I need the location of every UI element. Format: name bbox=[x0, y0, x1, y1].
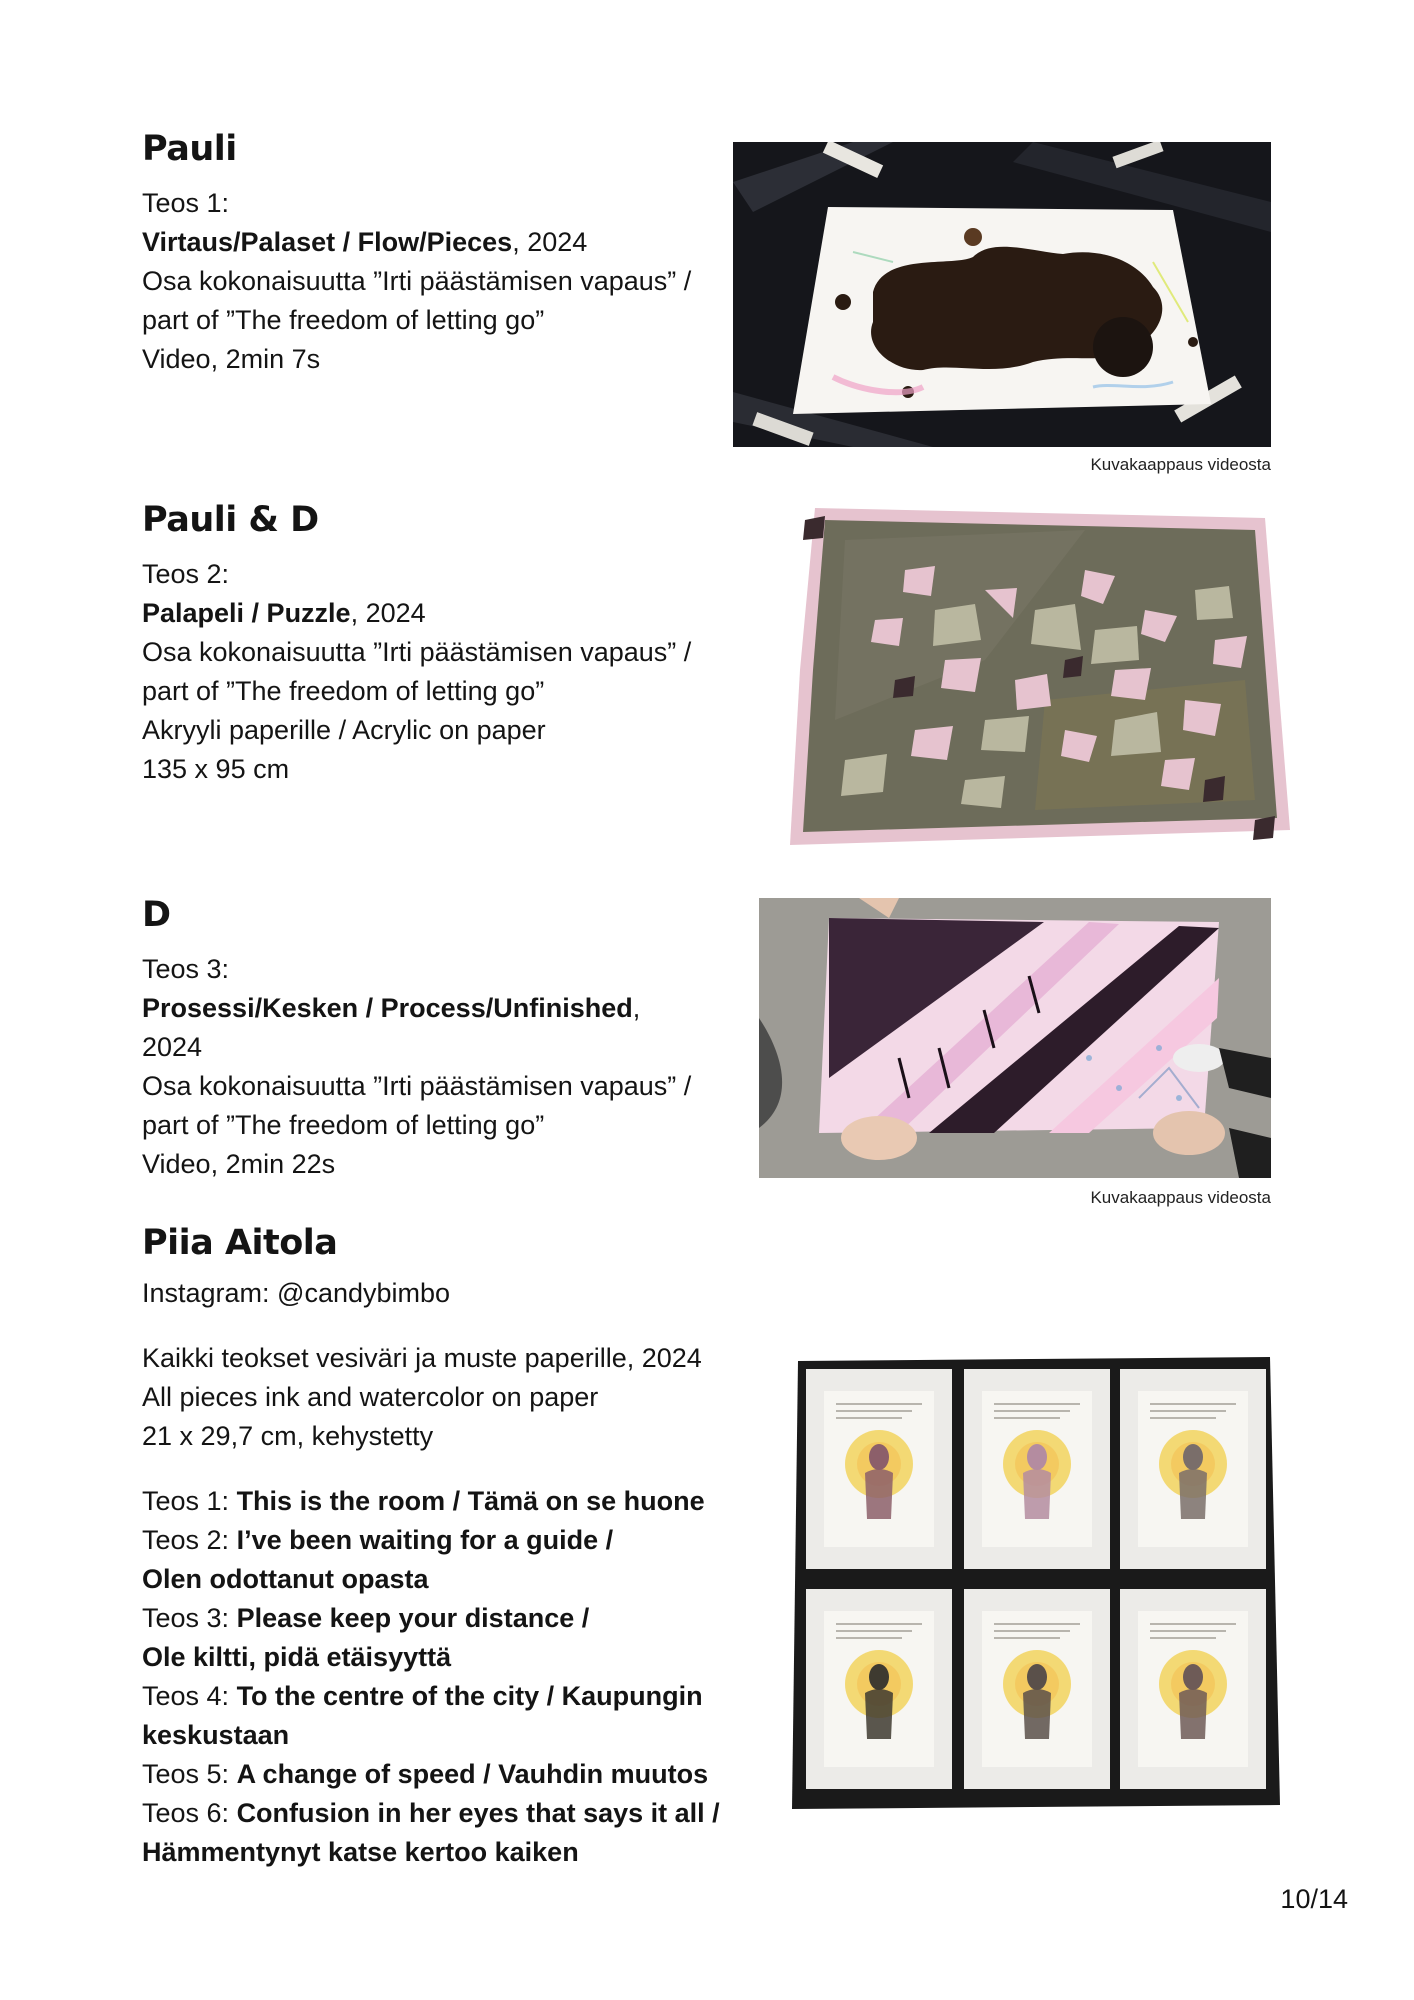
series-english: part of ”The freedom of letting go” bbox=[142, 676, 545, 706]
artwork-entry-d bbox=[142, 894, 691, 1184]
intro-finnish: Kaikki teokset vesiväri ja muste paperille, 2024 bbox=[142, 1343, 702, 1373]
work-title-line bbox=[142, 223, 691, 262]
work-medium: Akryyli paperille / Acrylic on paper bbox=[142, 715, 546, 745]
work-number: Teos 2: bbox=[142, 1525, 237, 1555]
work-title: I’ve been waiting for a guide / bbox=[236, 1525, 614, 1555]
work-list-item-cont bbox=[142, 1638, 720, 1677]
work-number: Teos 5: bbox=[142, 1759, 237, 1789]
work-list-item bbox=[142, 1794, 720, 1833]
series-english: part of ”The freedom of letting go” bbox=[142, 305, 545, 335]
work-title: To the centre of the city / Kaupungin bbox=[236, 1681, 703, 1711]
work-number: Teos 6: bbox=[142, 1798, 237, 1828]
work-year: 2024 bbox=[142, 1032, 203, 1062]
image-caption: Kuvakaappaus videosta bbox=[1090, 1188, 1271, 1207]
framed-artwork-panel bbox=[1120, 1369, 1266, 1569]
work-title: Palapeli / Puzzle bbox=[142, 598, 351, 628]
page-number: 10/14 bbox=[1280, 1884, 1348, 1914]
work-list-item bbox=[142, 1755, 720, 1794]
work-title: A change of speed / Vauhdin muutos bbox=[236, 1759, 709, 1789]
series-finnish: Osa kokonaisuutta ”Irti päästämisen vapaus” / bbox=[142, 1071, 692, 1101]
work-list-item-cont bbox=[142, 1833, 720, 1872]
work-medium: Video, 2min 7s bbox=[142, 344, 321, 374]
artwork-image-puzzle bbox=[785, 500, 1295, 858]
artwork-entry-piia-aitola bbox=[142, 1222, 720, 1872]
work-number: Teos 4: bbox=[142, 1681, 237, 1711]
work-list-item bbox=[142, 1521, 720, 1560]
work-title-line bbox=[142, 989, 691, 1028]
work-list-item-cont bbox=[142, 1560, 720, 1599]
work-medium: Video, 2min 22s bbox=[142, 1149, 336, 1179]
artist-name: D bbox=[142, 895, 171, 935]
artist-name: Pauli & D bbox=[142, 500, 319, 540]
series-finnish: Osa kokonaisuutta ”Irti päästämisen vapaus” / bbox=[142, 266, 692, 296]
work-title: Please keep your distance / bbox=[236, 1603, 590, 1633]
work-list-item-cont bbox=[142, 1716, 720, 1755]
work-list-item bbox=[142, 1482, 720, 1521]
series-finnish: Osa kokonaisuutta ”Irti päästämisen vapaus” / bbox=[142, 637, 692, 667]
intro-english: All pieces ink and watercolor on paper bbox=[142, 1382, 599, 1412]
work-title-continued: keskustaan bbox=[142, 1720, 290, 1750]
artwork-image-process-unfinished bbox=[759, 898, 1271, 1178]
work-title-continued: Hämmentynyt katse kertoo kaiken bbox=[142, 1837, 579, 1867]
work-year: , 2024 bbox=[350, 598, 426, 628]
work-number: Teos 3: bbox=[142, 954, 230, 984]
intro-size: 21 x 29,7 cm, kehystetty bbox=[142, 1421, 434, 1451]
work-title-continued: Olen odottanut opasta bbox=[142, 1564, 429, 1594]
artwork-entry-pauli bbox=[142, 128, 691, 379]
work-year: , 2024 bbox=[512, 227, 588, 257]
work-title-line bbox=[142, 594, 691, 633]
work-title: Prosessi/Kesken / Process/Unfinished bbox=[142, 993, 633, 1023]
work-list-item bbox=[142, 1677, 720, 1716]
artist-name: Piia Aitola bbox=[142, 1223, 338, 1263]
artwork-entry-pauli-and-d bbox=[142, 499, 691, 789]
artwork-image-framed-watercolors bbox=[792, 1357, 1280, 1809]
work-number: Teos 3: bbox=[142, 1603, 237, 1633]
framed-artwork-panel bbox=[806, 1369, 952, 1569]
image-caption: Kuvakaappaus videosta bbox=[1090, 455, 1271, 474]
work-title-suffix: , bbox=[632, 993, 641, 1023]
work-title: Virtaus/Palaset / Flow/Pieces bbox=[142, 227, 513, 257]
framed-artwork-panel bbox=[964, 1589, 1110, 1789]
work-number: Teos 1: bbox=[142, 1486, 237, 1516]
artist-name: Pauli bbox=[142, 129, 237, 169]
work-title-continued: Ole kiltti, pidä etäisyyttä bbox=[142, 1642, 452, 1672]
work-number: Teos 2: bbox=[142, 559, 230, 589]
work-list-item bbox=[142, 1599, 720, 1638]
framed-artwork-panel bbox=[964, 1369, 1110, 1569]
work-size: 135 x 95 cm bbox=[142, 754, 290, 784]
series-english: part of ”The freedom of letting go” bbox=[142, 1110, 545, 1140]
work-title: This is the room / Tämä on se huone bbox=[236, 1486, 705, 1516]
work-number: Teos 1: bbox=[142, 188, 230, 218]
framed-artwork-panel bbox=[1120, 1589, 1266, 1789]
work-title: Confusion in her eyes that says it all / bbox=[236, 1798, 720, 1828]
framed-artwork-panel bbox=[806, 1589, 952, 1789]
instagram-handle: Instagram: @candybimbo bbox=[142, 1278, 451, 1308]
artwork-image-flow-pieces bbox=[733, 142, 1271, 447]
